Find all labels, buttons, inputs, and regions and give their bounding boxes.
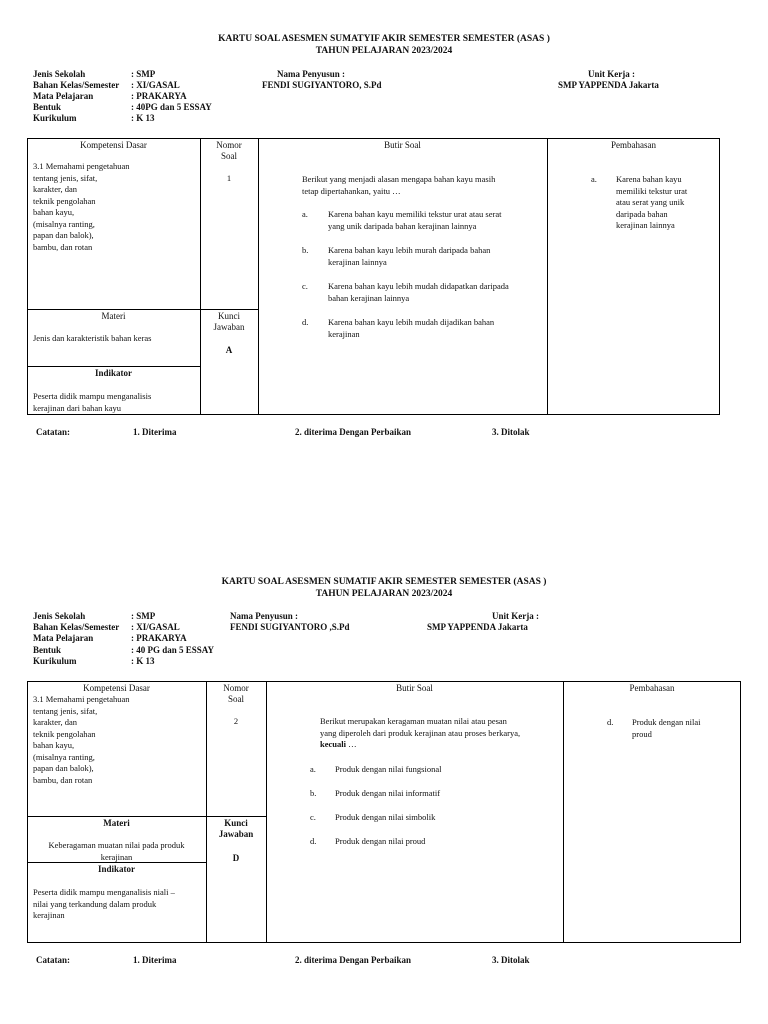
kompetensi-header: Kompetensi Dasar <box>80 140 147 150</box>
penyusun-value: FENDI SUGIYANTORO ,S.Pd <box>230 622 350 632</box>
table-divider <box>27 816 266 817</box>
mata-pelajaran-value: : PRAKARYA <box>131 633 187 643</box>
catatan-option-perbaikan: 2. diterima Dengan Perbaikan <box>295 427 411 437</box>
kompetensi-line: 3.1 Memahami pengetahuan <box>33 694 130 704</box>
kurikulum-value: : K 13 <box>131 113 155 123</box>
nomor-header-line1: Nomor <box>216 140 242 150</box>
question-line: Berikut merupakan keragaman muatan nilai atau pesan <box>320 716 507 726</box>
indikator-header: Indikator <box>97 864 135 874</box>
card-subtitle: TAHUN PELAJARAN 2023/2024 <box>315 589 453 599</box>
catatan-option-ditolak: 3. Ditolak <box>492 955 530 965</box>
materi-header: Materi <box>101 311 126 321</box>
question-tail: … <box>345 739 357 749</box>
kompetensi-line: teknik pengolahan <box>33 728 96 739</box>
pembahasan-line: kerajinan lainnya <box>616 220 675 230</box>
materi-line: Keberagaman muatan nilai pada produk <box>48 840 185 850</box>
bahan-kelas-label: Bahan Kelas/Semester <box>33 622 120 632</box>
table-divider <box>27 366 200 367</box>
kompetensi-line: 3.1 Memahami pengetahuan <box>33 161 130 171</box>
nomor-header-line2: Soal <box>220 151 237 161</box>
mata-pelajaran-label: Mata Pelajaran <box>33 91 94 101</box>
kurikulum-label: Kurikulum <box>33 113 77 123</box>
kunci-header-line1: Kunci <box>224 818 248 828</box>
indikator-line: Peserta didik mampu menganalisis <box>33 391 152 401</box>
penyusun-label: Nama Penyusun : <box>277 69 346 79</box>
card-subtitle: TAHUN PELAJARAN 2023/2024 <box>315 46 453 56</box>
indikator-line: kerajinan dari bahan kayu <box>33 402 122 413</box>
option-letter: b. <box>310 788 317 798</box>
option-text: Produk dengan nilai simbolik <box>335 812 436 822</box>
nomor-header-line2: Soal <box>227 694 244 704</box>
question-line: Berikut yang menjadi alasan mengapa bahan kayu masih <box>302 174 496 184</box>
pembahasan-letter: d. <box>607 717 614 727</box>
kompetensi-header: Kompetensi Dasar <box>83 683 150 693</box>
kompetensi-line: bambu, dan rotan <box>33 774 93 785</box>
catatan-option-ditolak: 3. Ditolak <box>492 427 530 437</box>
table-divider <box>563 681 564 943</box>
question-line: tetap dipertahankan, yaitu … <box>302 185 401 196</box>
kurikulum-label: Kurikulum <box>33 656 77 666</box>
option-letter: b. <box>302 245 309 255</box>
unit-kerja-label: Unit Kerja : <box>492 611 539 621</box>
kompetensi-line: bahan kayu, <box>33 207 75 217</box>
kunci-jawaban: D <box>232 853 240 863</box>
kunci-header-line2: Jawaban <box>218 829 254 839</box>
kunci-header-line2: Jawaban <box>213 322 245 332</box>
bentuk-value: : 40 PG dan 5 ESSAY <box>131 645 214 655</box>
bahan-kelas-label: Bahan Kelas/Semester <box>33 80 120 90</box>
indikator-header: Indikator <box>94 368 132 378</box>
table-divider <box>266 681 267 943</box>
option-letter: c. <box>310 812 316 822</box>
jenis-sekolah-label: Jenis Sekolah <box>33 611 86 621</box>
option-text: Produk dengan nilai informatif <box>335 788 441 798</box>
option-text: Produk dengan nilai fungsional <box>335 764 442 774</box>
nomor-soal: 1 <box>226 173 232 183</box>
table-divider <box>258 138 259 415</box>
pembahasan-line: atau serat yang unik <box>616 197 685 207</box>
option-letter: d. <box>310 836 317 846</box>
option-text: kerajinan <box>328 328 360 339</box>
kunci-header-line1: Kunci <box>218 311 240 321</box>
catatan-label: Catatan: <box>36 955 70 965</box>
kompetensi-line: karakter, dan <box>33 717 78 727</box>
card-title: KARTU SOAL ASESMEN SUMATYIF AKIR SEMESTER SEMESTER (ASAS ) <box>218 34 550 44</box>
pembahasan-line: proud <box>632 728 652 739</box>
catatan-option-diterima: 1. Diterima <box>133 955 177 965</box>
bahan-kelas-value: : XI/GASAL <box>131 80 180 90</box>
option-text: Karena bahan kayu lebih murah daripada bahan <box>328 245 491 255</box>
materi-text: Jenis dan karakteristik bahan keras <box>33 333 152 343</box>
kompetensi-line: tentang jenis, sifat, <box>33 705 98 716</box>
bahan-kelas-value: : XI/GASAL <box>131 622 180 632</box>
option-text: bahan kerajinan lainnya <box>328 292 410 303</box>
option-letter: a. <box>302 209 308 219</box>
nomor-header-line1: Nomor <box>223 683 249 693</box>
jenis-sekolah-value: : SMP <box>131 611 156 621</box>
question-line-exception <box>320 739 357 751</box>
pembahasan-line: daripada bahan <box>616 208 668 219</box>
kompetensi-line: papan dan balok), <box>33 230 94 240</box>
butir-soal-header: Butir Soal <box>384 140 421 150</box>
indikator-line: kerajinan <box>33 910 65 920</box>
pembahasan-line: Produk dengan nilai <box>632 717 701 727</box>
bentuk-label: Bentuk <box>33 645 62 655</box>
catatan-option-perbaikan: 2. diterima Dengan Perbaikan <box>295 955 411 965</box>
jenis-sekolah-value: : SMP <box>131 69 156 79</box>
bentuk-value: : 40PG dan 5 ESSAY <box>131 102 212 112</box>
option-letter: c. <box>302 281 308 291</box>
catatan-label: Catatan: <box>36 427 70 437</box>
option-letter: d. <box>302 317 309 327</box>
kompetensi-line: tentang jenis, sifat, <box>33 172 98 183</box>
mata-pelajaran-label: Mata Pelajaran <box>33 633 94 643</box>
mata-pelajaran-value: : PRAKARYA <box>131 91 187 101</box>
kompetensi-line: (misalnya ranting, <box>33 751 95 762</box>
penyusun-label: Nama Penyusun : <box>230 611 299 621</box>
bentuk-label: Bentuk <box>33 102 62 112</box>
table-divider <box>547 138 548 415</box>
butir-soal-header: Butir Soal <box>396 683 433 693</box>
kompetensi-line: teknik pengolahan <box>33 195 96 206</box>
kurikulum-value: : K 13 <box>131 656 155 666</box>
table-divider <box>27 309 258 310</box>
unit-kerja-value: SMP YAPPENDA Jakarta <box>427 622 528 632</box>
question-emphasis: kecuali <box>320 739 346 749</box>
jenis-sekolah-label: Jenis Sekolah <box>33 69 86 79</box>
nomor-soal: 2 <box>233 716 239 726</box>
option-text: Karena bahan kayu lebih mudah dijadikan bahan <box>328 317 495 327</box>
pembahasan-letter: a. <box>591 174 597 184</box>
kompetensi-line: bambu, dan rotan <box>33 241 93 252</box>
indikator-line: nilai yang terkandung dalam produk <box>33 898 157 909</box>
kompetensi-line: karakter, dan <box>33 184 78 194</box>
indikator-line: Peserta didik mampu menganalisis niali – <box>33 887 175 897</box>
question-line: yang diperoleh dari produk kerajinan atau proses berkarya, <box>320 727 521 738</box>
kompetensi-line: papan dan balok), <box>33 763 94 773</box>
pembahasan-header: Pembahasan <box>611 140 656 150</box>
pembahasan-header: Pembahasan <box>629 683 675 693</box>
materi-header: Materi <box>103 818 130 828</box>
kompetensi-line: bahan kayu, <box>33 740 75 750</box>
kompetensi-line: (misalnya ranting, <box>33 218 95 229</box>
option-letter: a. <box>310 764 316 774</box>
card-title: KARTU SOAL ASESMEN SUMATIF AKIR SEMESTER SEMESTER (ASAS ) <box>221 577 547 587</box>
pembahasan-line: Karena bahan kayu <box>616 174 682 184</box>
option-text: kerajinan lainnya <box>328 256 387 267</box>
unit-kerja-label: Unit Kerja : <box>588 69 635 79</box>
materi-line: kerajinan <box>100 851 133 862</box>
option-text: yang unik daripada bahan kerajinan lainnya <box>328 220 477 231</box>
pembahasan-line: memiliki tekstur urat <box>616 185 688 196</box>
unit-kerja-value: SMP YAPPENDA Jakarta <box>558 80 659 90</box>
catatan-option-diterima: 1. Diterima <box>133 427 177 437</box>
option-text: Karena bahan kayu memiliki tekstur urat atau serat <box>328 209 502 219</box>
option-text: Produk dengan nilai proud <box>335 836 426 846</box>
option-text: Karena bahan kayu lebih mudah didapatkan daripada <box>328 281 509 291</box>
kunci-jawaban: A <box>225 345 233 355</box>
penyusun-value: FENDI SUGIYANTORO, S.Pd <box>262 80 382 90</box>
